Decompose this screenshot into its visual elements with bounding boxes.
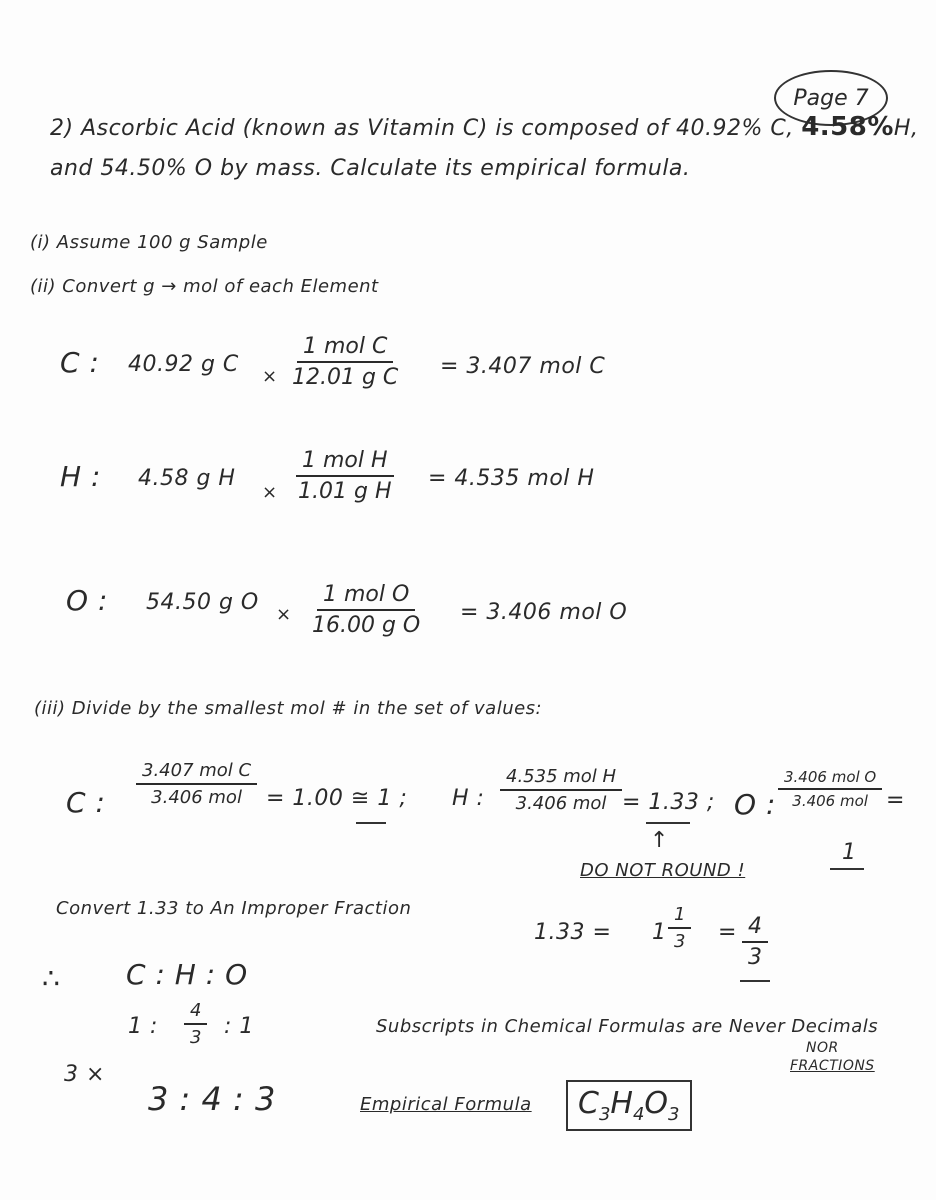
improper-rnum: 4 (742, 914, 768, 943)
improper-fnum: 1 (668, 904, 691, 929)
div-h-result: = 1.33 ; (622, 790, 715, 815)
improper-mixed-fraction (668, 904, 691, 952)
div-o-result: 1 (842, 840, 857, 865)
conv-c-den: 12.01 g C (292, 365, 399, 390)
conv-h-result: = 4.535 mol H (428, 466, 595, 491)
step-2: (ii) Convert g → mol of each Element (30, 276, 379, 297)
improper-text: Convert 1.33 to An Improper Fraction (56, 898, 412, 919)
conv-o-mass: 54.50 g O (146, 590, 259, 615)
div-o-eq: = (886, 788, 905, 813)
div-h-label: H : (452, 786, 485, 811)
conv-c-times: × (262, 366, 278, 387)
problem-line-2: and 54.50% O by mass. Calculate its empirical formula. (50, 156, 691, 181)
ratio-fraction (184, 1000, 207, 1048)
subscripts-note-3: FRACTIONS (790, 1058, 875, 1074)
div-c-fraction (136, 760, 257, 808)
empirical-label: Empirical Formula (360, 1094, 532, 1115)
conv-c-result: = 3.407 mol C (440, 354, 606, 379)
conv-h-num: 1 mol H (296, 448, 394, 477)
conv-h-mass: 4.58 g H (138, 466, 236, 491)
conv-h-label: H : (60, 460, 101, 493)
div-o-label: O : (734, 788, 776, 821)
conv-h-fraction (296, 448, 394, 504)
underline-h (646, 822, 690, 824)
improper-rden: 3 (748, 945, 762, 970)
ratio-final: 3 : 4 : 3 (148, 1080, 276, 1118)
div-h-den: 3.406 mol (515, 793, 607, 814)
improper-result-fraction (742, 914, 768, 970)
problem-line-1 (50, 112, 918, 142)
div-o-den: 3.406 mol (792, 792, 868, 810)
ratio-b: : 1 (224, 1014, 254, 1039)
div-h-num: 4.535 mol H (500, 766, 622, 791)
ratio-multiplier: 3 × (64, 1062, 105, 1087)
conv-c-num: 1 mol C (297, 334, 393, 363)
conv-h-den: 1.01 g H (298, 479, 392, 504)
conv-o-times: × (276, 604, 292, 625)
conv-o-result: = 3.406 mol O (460, 600, 628, 625)
ratio-header: C : H : O (126, 958, 248, 991)
therefore-symbol: ∴ (42, 962, 61, 995)
conv-o-label: O : (66, 584, 108, 617)
problem-line-1b: 4.58% (801, 112, 894, 142)
underline-improper (740, 980, 770, 982)
subscripts-note-2: NOR (806, 1040, 839, 1056)
div-o-num: 3.406 mol O (778, 768, 882, 790)
underline-1 (356, 822, 386, 824)
conv-o-fraction (312, 582, 420, 638)
improper-eq-left: 1.33 = (534, 920, 612, 945)
ratio-a: 1 : (128, 1014, 158, 1039)
div-c-num: 3.407 mol C (136, 760, 257, 785)
problem-line-1a: 2) Ascorbic Acid (known as Vitamin C) is composed of 40.92% C, (50, 116, 794, 141)
div-o-fraction (778, 768, 882, 810)
div-c-den: 3.406 mol (151, 787, 242, 808)
improper-fden: 3 (674, 931, 686, 952)
conv-h-times: × (262, 482, 278, 503)
conv-c-label: C : (60, 346, 100, 379)
div-c-result: = 1.00 ≅ 1 ; (266, 786, 408, 811)
do-not-round-note: DO NOT ROUND ! (580, 860, 746, 881)
conv-o-den: 16.00 g O (312, 613, 421, 638)
step-3: (iii) Divide by the smallest mol # in the set of values: (34, 698, 543, 719)
page-label: Page 7 (774, 70, 888, 126)
conv-c-mass: 40.92 g C (128, 352, 239, 377)
arrow-up-icon: ↑ (650, 828, 669, 853)
ratio-num: 4 (184, 1000, 207, 1025)
ratio-den: 3 (190, 1027, 202, 1048)
improper-eq: = (718, 920, 737, 945)
div-h-fraction (500, 766, 622, 814)
improper-whole: 1 (652, 920, 667, 945)
conv-o-num: 1 mol O (317, 582, 415, 611)
subscripts-note-1: Subscripts in Chemical Formulas are Never Decimals (376, 1016, 879, 1037)
problem-line-1c: H, (893, 116, 919, 141)
step-1: (i) Assume 100 g Sample (30, 232, 268, 253)
div-c-label: C : (66, 786, 106, 819)
underline-o (830, 868, 864, 870)
empirical-formula-box: $C_3H_4O_3$ (566, 1080, 692, 1131)
conv-c-fraction (292, 334, 398, 390)
